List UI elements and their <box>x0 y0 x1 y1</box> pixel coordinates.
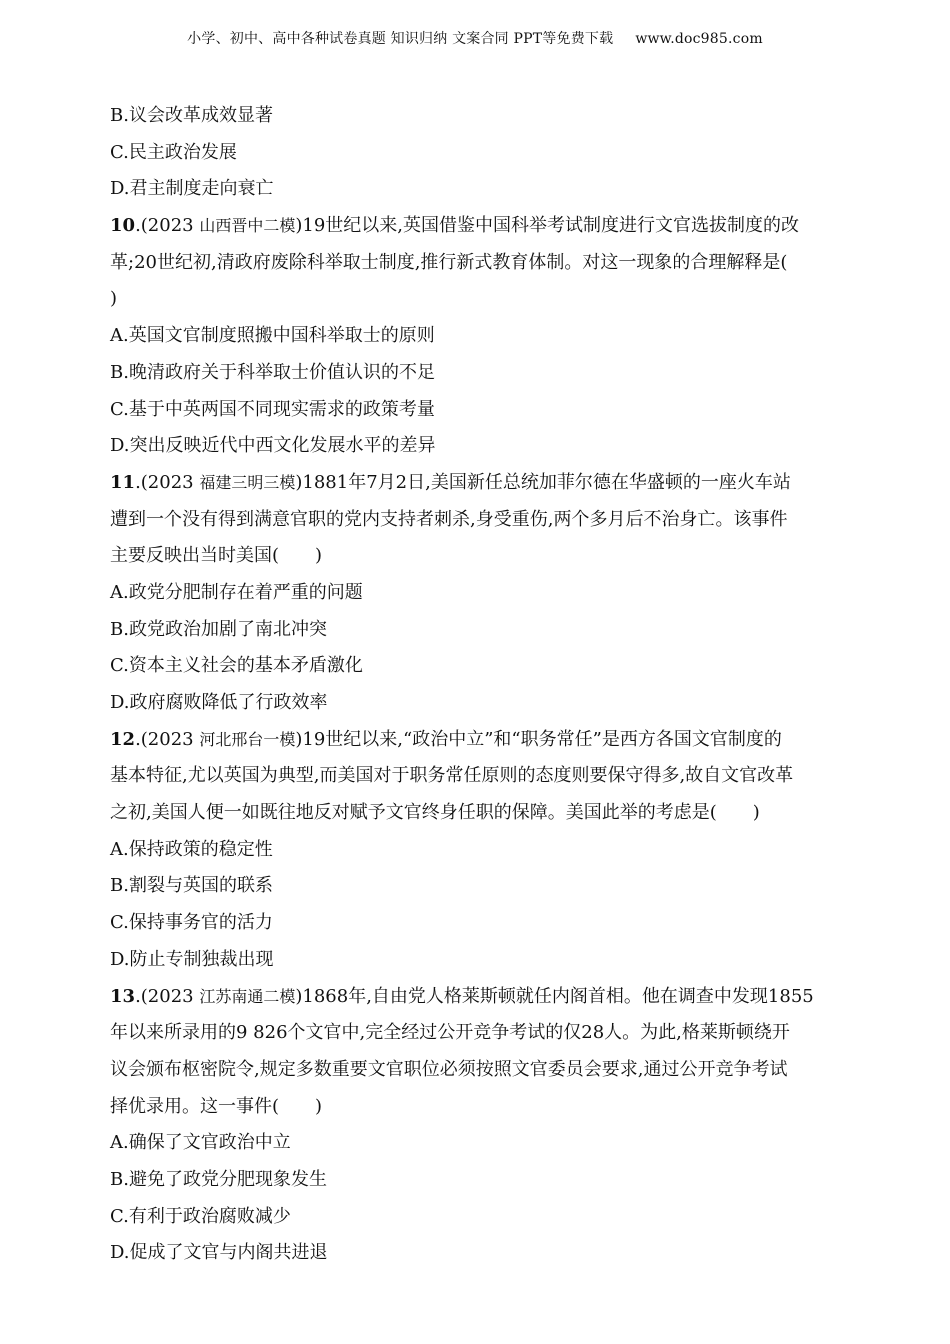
question-13 <box>110 979 840 1273</box>
question-number: 12 <box>110 728 136 750</box>
question-stem-line: 革;20世纪初,清政府废除科举取士制度,推行新式教育体制。对这一现象的合理解释是( <box>110 251 788 273</box>
option-item: D.突出反映近代中西文化发展水平的差异 <box>110 435 436 457</box>
option-item: A.政党分肥制存在着严重的问题 <box>110 581 363 603</box>
option-item: A.保持政策的稳定性 <box>110 838 273 860</box>
option-item: A.英国文官制度照搬中国科举取士的原则 <box>110 325 435 347</box>
header-site-link[interactable]: www.doc985.com <box>635 31 763 47</box>
option-item: C.保持事务官的活力 <box>110 912 273 934</box>
option-item: A.确保了文官政治中立 <box>110 1132 291 1154</box>
option-item: B.议会改革成效显著 <box>110 105 273 126</box>
option-item: C.资本主义社会的基本矛盾激化 <box>110 655 363 677</box>
question-number: 10 <box>110 215 136 237</box>
question-stem-line: ) <box>110 288 118 310</box>
question-12 <box>110 722 840 979</box>
question-stem-line: 11.(2023 福建三明三模)1881年7月2日,美国新任总统加菲尔德在华盛顿的一座火车站 <box>110 471 791 493</box>
option-item: D.防止专制独裁出现 <box>110 948 274 970</box>
question-stem: 1868年,自由党人格莱斯顿就任内阁首相。他在调查中发现1855 <box>302 985 814 1007</box>
question-stem: 19世纪以来,英国借鉴中国科举考试制度进行文官选拔制度的改 <box>302 215 800 237</box>
option-item: D.促成了文官与内阁共进退 <box>110 1242 328 1264</box>
question-stem-line: 主要反映出当时美国( ) <box>110 545 323 567</box>
question-source: 江苏南通二模 <box>199 986 296 1006</box>
question-stem-line: 议会颁布枢密院令,规定多数重要文官职位必须按照文官委员会要求,通过公开竞争考试 <box>110 1058 788 1080</box>
question-stem-line: 遭到一个没有得到满意官职的党内支持者刺杀,身受重伤,两个多月后不治身亡。该事件 <box>110 508 788 530</box>
option-item: C.有利于政治腐败减少 <box>110 1205 291 1227</box>
question-content <box>110 98 840 1272</box>
question-stem-line: 择优录用。这一事件( ) <box>110 1095 323 1117</box>
option-item: C.民主政治发展 <box>110 141 237 163</box>
question-stem-line: 12.(2023 河北邢台一模)19世纪以来,“政治中立”和“职务常任”是西方各国文官制度的 <box>110 728 782 750</box>
header-text: 小学、初中、高中各种试卷真题 知识归纳 文案合同 PPT等免费下载 <box>187 31 614 47</box>
question-11 <box>110 465 840 722</box>
question-source: 山西晋中二模 <box>199 216 296 236</box>
option-item: B.晚清政府关于科举取士价值认识的不足 <box>110 361 435 383</box>
option-item: B.政党政治加剧了南北冲突 <box>110 618 327 640</box>
question-stem-line: 年以来所录用的9 826个文官中,完全经过公开竞争考试的仅28人。为此,格莱斯顿绕开 <box>110 1022 790 1044</box>
question-number: 11 <box>110 471 136 493</box>
question-source: 福建三明三模 <box>199 472 296 492</box>
question-stem-line: 之初,美国人便一如既往地反对赋予文官终身任职的保障。美国此举的考虑是( ) <box>110 802 760 824</box>
question-stem: 1881年7月2日,美国新任总统加菲尔德在华盛顿的一座火车站 <box>302 471 791 493</box>
option-item: C.基于中英两国不同现实需求的政策考量 <box>110 398 435 420</box>
page-header <box>0 28 950 48</box>
question-number: 13 <box>110 985 136 1007</box>
question-source: 河北邢台一模 <box>199 729 296 749</box>
option-item: B.避免了政党分肥现象发生 <box>110 1168 327 1190</box>
question-10 <box>110 208 840 465</box>
question-stem-line: 13.(2023 江苏南通二模)1868年,自由党人格莱斯顿就任内阁首相。他在调查中发现1855 <box>110 985 814 1007</box>
option-item: D.君主制度走向衰亡 <box>110 178 274 200</box>
option-item: B.割裂与英国的联系 <box>110 875 273 897</box>
question-stem: 19世纪以来,“政治中立”和“职务常任”是西方各国文官制度的 <box>302 728 782 750</box>
question-stem-line: 10.(2023 山西晋中二模)19世纪以来,英国借鉴中国科举考试制度进行文官选拔制度的改 <box>110 215 800 237</box>
question-stem-line: 基本特征,尤以英国为典型,而美国对于职务常任原则的态度则要保守得多,故自文官改革 <box>110 765 794 787</box>
option-item: D.政府腐败降低了行政效率 <box>110 692 328 713</box>
